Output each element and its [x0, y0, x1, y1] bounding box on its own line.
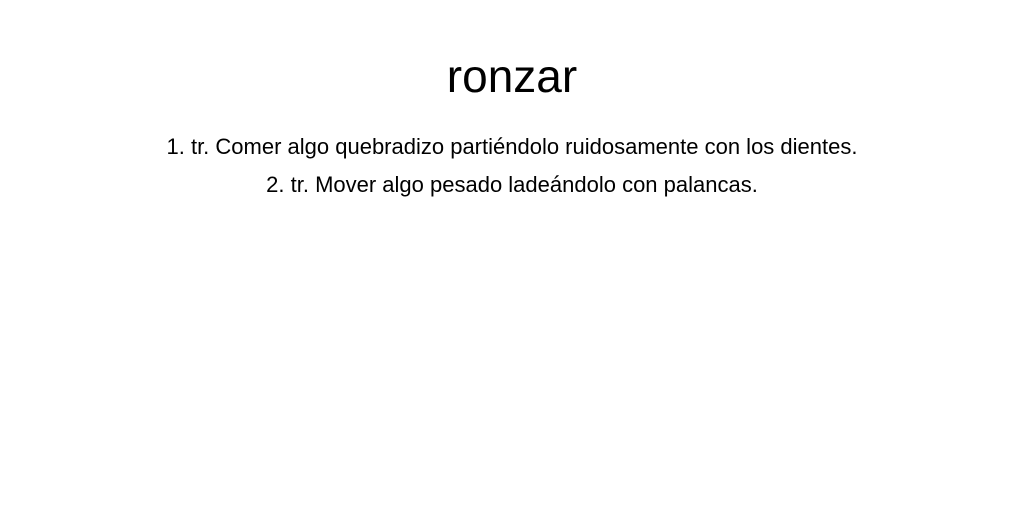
entry-headword: ronzar — [446, 50, 578, 102]
definition-1: 1. tr. Comer algo quebradizo partiéndolo ruidosamente con los dientes. — [166, 134, 858, 159]
definition-2: 2. tr. Mover algo pesado ladeándolo con palancas. — [266, 172, 758, 197]
definition-list — [0, 128, 1024, 204]
